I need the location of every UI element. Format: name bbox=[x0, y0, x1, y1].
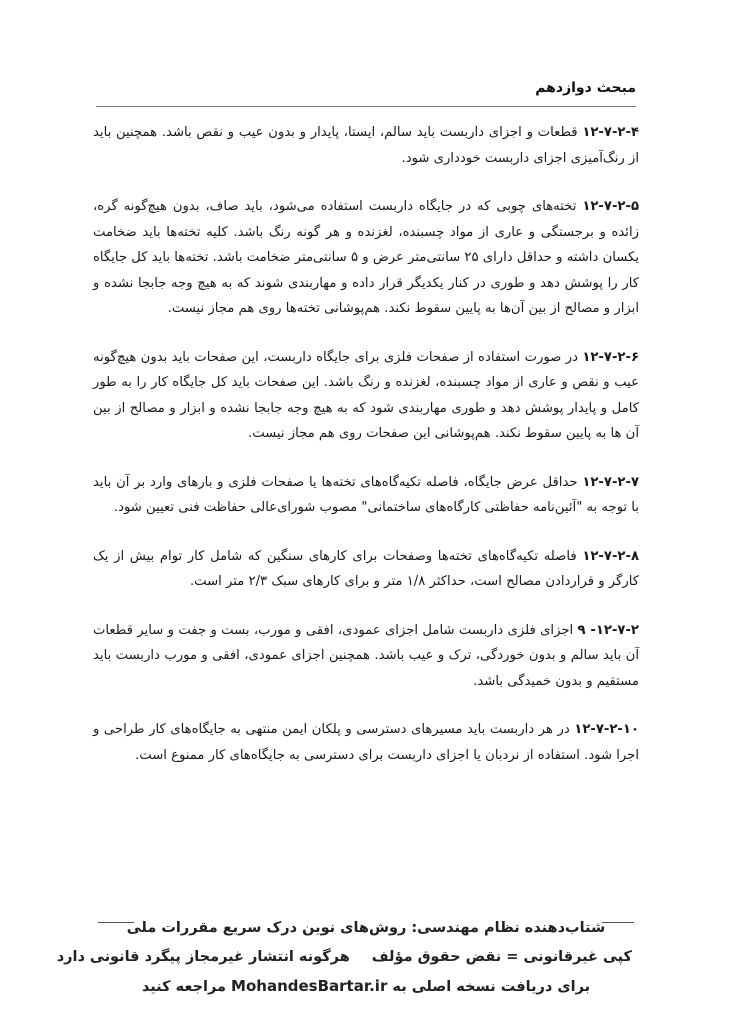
clause-text: تخته‌های چوبی که در جایگاه داربست استفاده می‌شود، باید صاف، بدون هیچ‌گونه گره، زائده و برجستگی و عاری از مواد چسبنده، لغزنده و هر گونه رنگ باشد. کلیه تخته‌ها باید ضخامت یکسان داشته و حداقل دارای ۲۵ سانتی‌متر عرض و ۵ سانتی‌متر ضخامت باشد. تخته‌ها باید کل جایگاه کار را پوشش دهد و طوری در کنار یکدیگر قرار داده و مهاربندی شوند که به هیچ وجه جابجا نشده و ابزار و مصالح از بین آن‌ها به پایین سقوط نکند. هم‌پوشانی تخته‌ها روی هم مجاز نیست. bbox=[93, 199, 639, 316]
footer-line-1: شتاب‌دهنده نظام مهندسی: روش‌های نوین درک سریع مقررات ملی bbox=[126, 920, 606, 936]
paragraph-12-7-2-5 bbox=[93, 194, 639, 322]
clause-number: ۱۲-۷-۲-۸ bbox=[582, 548, 639, 564]
header-divider bbox=[96, 106, 636, 107]
paragraph-12-7-2-9 bbox=[93, 618, 639, 695]
paragraph-12-7-2-7 bbox=[93, 470, 639, 521]
footer-prefix: برای دریافت نسخه اصلی به bbox=[392, 979, 591, 995]
clause-text: قطعات و اجزای داربست باید سالم، ایستا، پایدار و بدون عیب و نقص باشد. همچنین باید از رنگ‌آمیزی اجزای داربست خودداری شود. bbox=[93, 125, 639, 166]
paragraph-12-7-2-10 bbox=[93, 717, 639, 768]
footer-line-3 bbox=[100, 972, 632, 1001]
clause-text: در صورت استفاده از صفحات فلزی برای جایگاه داربست، این صفحات باید بدون هیچ‌گونه عیب و نقص و عاری از مواد چسبنده، لغزنده و رنگ باشد. این صفحات باید کل جایگاه کار را به طور کامل و پایدار پوشش دهد و طوری مهاربندی شود که به هیچ وجه جابجا نشده و ابزار و مصالح از بین آن ها به پایین سقوط نکند. هم‌پوشانی این صفحات روی هم مجاز نیست. bbox=[93, 349, 639, 441]
page-footer bbox=[0, 900, 732, 1024]
footer-legal-notice: هرگونه انتشار غیرمجاز پیگرد قانونی دارد bbox=[56, 949, 350, 965]
footer-line-2 bbox=[56, 943, 632, 972]
footer-website-link[interactable]: MohandesBartar.ir bbox=[231, 977, 388, 995]
clause-text: فاصله تکیه‌گاه‌های تخته‌ها وصفحات برای کارهای سنگین که شامل کار توام بیش از یک کارگر و قراردادن مصالح است، حداکثر ۱/۸ متر و برای کارهای سبک ۲/۳ متر است. bbox=[93, 548, 639, 589]
clause-text: در هر داربست باید مسیرهای دسترسی و پلکان ایمن منتهی به جایگاه‌های کار طراحی و اجرا شود. استفاده از نردبان یا اجزای داربست برای دسترسی به جایگاه‌های کار ممنوع است. bbox=[93, 722, 639, 763]
footer-copyright-notice: کپی غیرقانونی = نقض حقوق مؤلف bbox=[371, 949, 632, 965]
clause-number: ۱۲-۷-۲-۶ bbox=[582, 349, 639, 365]
clause-number: ۱۲-۷-۲-۷ bbox=[582, 474, 639, 490]
document-body bbox=[93, 120, 639, 791]
clause-number: ۱۲-۷-۲-۵ bbox=[582, 199, 639, 214]
footer-suffix: مراجعه کنید bbox=[141, 979, 226, 995]
clause-number: ۱۲-۷-۲- ۹ bbox=[577, 622, 639, 638]
clause-text: اجزای فلزی داربست شامل اجزای عمودی، افقی و مورب، بست و جفت و سایر قطعات آن باید سالم و بدون خوردگی، ترک و عیب باشد. همچنین اجزای عمودی، افقی و مورب داربست باید مستقیم و بدون خمیدگی باشد. bbox=[93, 622, 639, 689]
paragraph-12-7-2-6 bbox=[93, 345, 639, 447]
footer-watermark bbox=[56, 914, 632, 1001]
clause-number: ۱۲-۷-۲-۱۰ bbox=[574, 722, 639, 737]
clause-text: حداقل عرض جایگاه، فاصله تکیه‌گاه‌های تخته‌ها یا صفحات فلزی و بارهای وارد بر آن باید با توجه به "آئین‌نامه حفاظتی کارگاه‌های ساختمانی" مصوب شورای‌عالی حفاظت فنی تعیین شود. bbox=[93, 474, 639, 515]
paragraph-12-7-2-4 bbox=[93, 120, 639, 171]
chapter-title: مبحث دوازدهم bbox=[535, 80, 636, 96]
paragraph-12-7-2-8 bbox=[93, 544, 639, 595]
clause-number: ۱۲-۷-۲-۴ bbox=[582, 125, 639, 140]
